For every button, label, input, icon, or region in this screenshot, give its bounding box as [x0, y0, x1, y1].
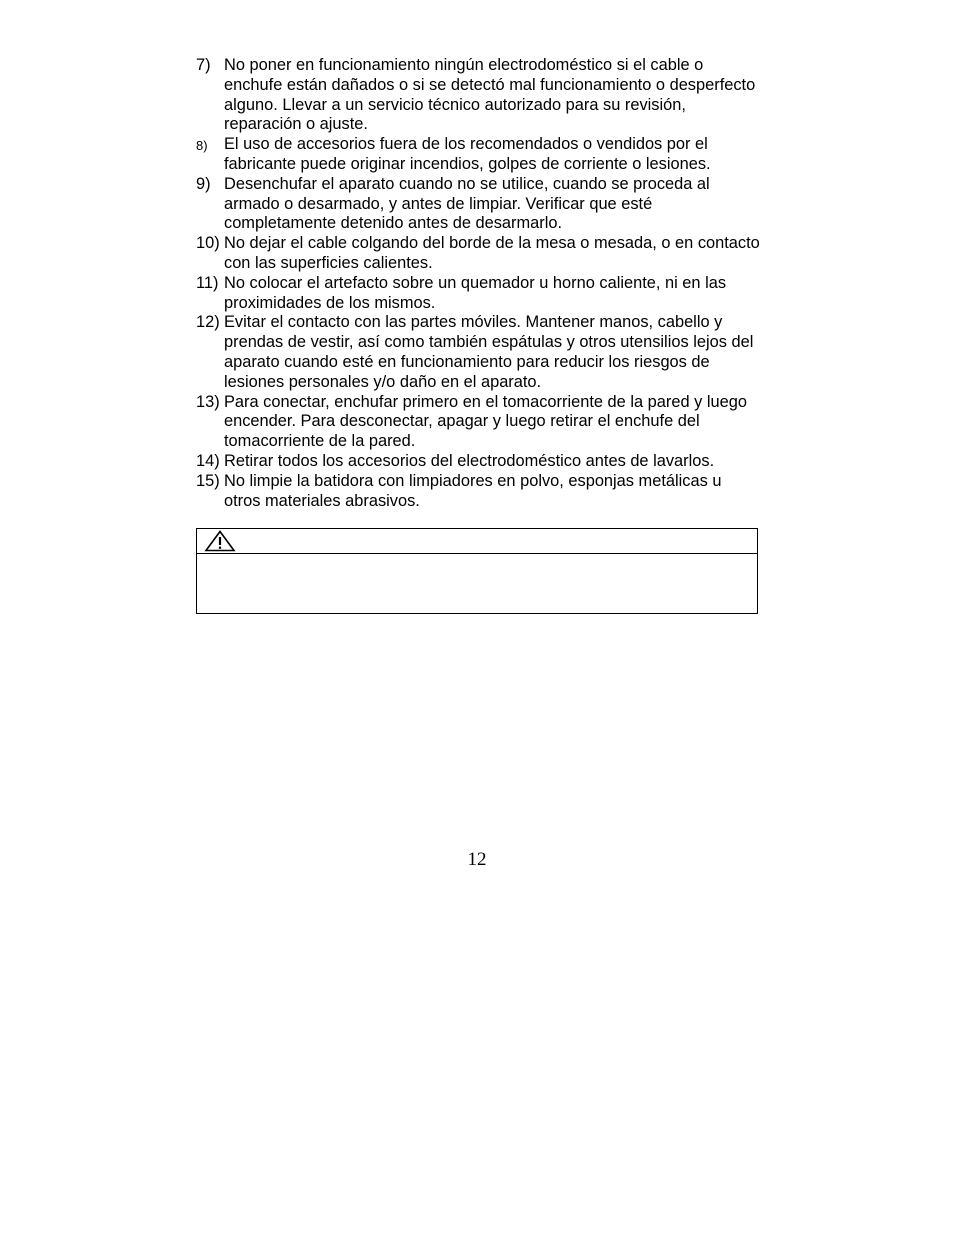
warning-header [197, 529, 757, 554]
instruction-number: 15) [196, 471, 220, 490]
instruction-text: No limpie la batidora con limpiadores en polvo, esponjas metálicas u otros materiales abrasivos. [224, 471, 722, 510]
safety-instructions-list [196, 56, 762, 511]
instruction-number: 13) [196, 392, 220, 411]
instruction-number: 14) [196, 451, 220, 470]
instruction-number: 11) [196, 273, 219, 292]
instruction-text: No poner en funcionamiento ningún electrodoméstico si el cable o enchufe están dañados o si se detectó mal funcionamiento o desperfecto alguno. Llevar a un servicio técnico autorizado para su revisión, reparación o ajuste. [224, 56, 756, 134]
instruction-number: 10) [196, 234, 220, 253]
instruction-item-13 [196, 393, 762, 452]
instruction-item-12 [196, 313, 762, 392]
instruction-number: 12) [196, 313, 220, 332]
warning-box [196, 528, 758, 614]
instruction-number: 7) [196, 56, 211, 74]
instruction-item-9 [196, 175, 762, 234]
instruction-text: Retirar todos los accesorios del electrodoméstico antes de lavarlos. [224, 451, 715, 470]
instruction-item-14 [196, 452, 762, 472]
instruction-item-8 [196, 135, 762, 175]
instruction-item-15 [196, 472, 762, 512]
instruction-text: Desenchufar el aparato cuando no se utilice, cuando se proceda al armado o desarmado, y antes de limpiar. Verificar que esté completamente detenido antes de desarmarlo. [224, 174, 710, 233]
instruction-text: Evitar el contacto con las partes móviles. Mantener manos, cabello y prendas de vestir, así como también espátulas y otros utensilios lejos del aparato cuando esté en funcionamiento para reducir los riesgos de lesiones personales y/o daño en el aparato. [224, 313, 754, 391]
instruction-number: 8) [196, 138, 208, 154]
instruction-text: El uso de accesorios fuera de los recomendados o vendidos por el fabricante puede originar incendios, golpes de corriente o lesiones. [224, 135, 711, 173]
instruction-text: No colocar el artefacto sobre un quemador u horno caliente, ni en las proximidades de los mismos. [224, 273, 727, 312]
warning-triangle-icon [204, 530, 236, 552]
instruction-number: 9) [196, 174, 211, 193]
instruction-text: No dejar el cable colgando del borde de la mesa o mesada, o en contacto con las superficies calientes. [224, 234, 760, 272]
page-number: 12 [467, 849, 487, 870]
instruction-item-7 [196, 56, 762, 135]
instruction-text: Para conectar, enchufar primero en el tomacorriente de la pared y luego encender. Para desconectar, apagar y luego retirar el enchufe del tomacorriente de la pared. [224, 392, 747, 451]
instruction-item-10 [196, 234, 762, 274]
instruction-item-11 [196, 274, 762, 314]
warning-body [197, 554, 757, 613]
